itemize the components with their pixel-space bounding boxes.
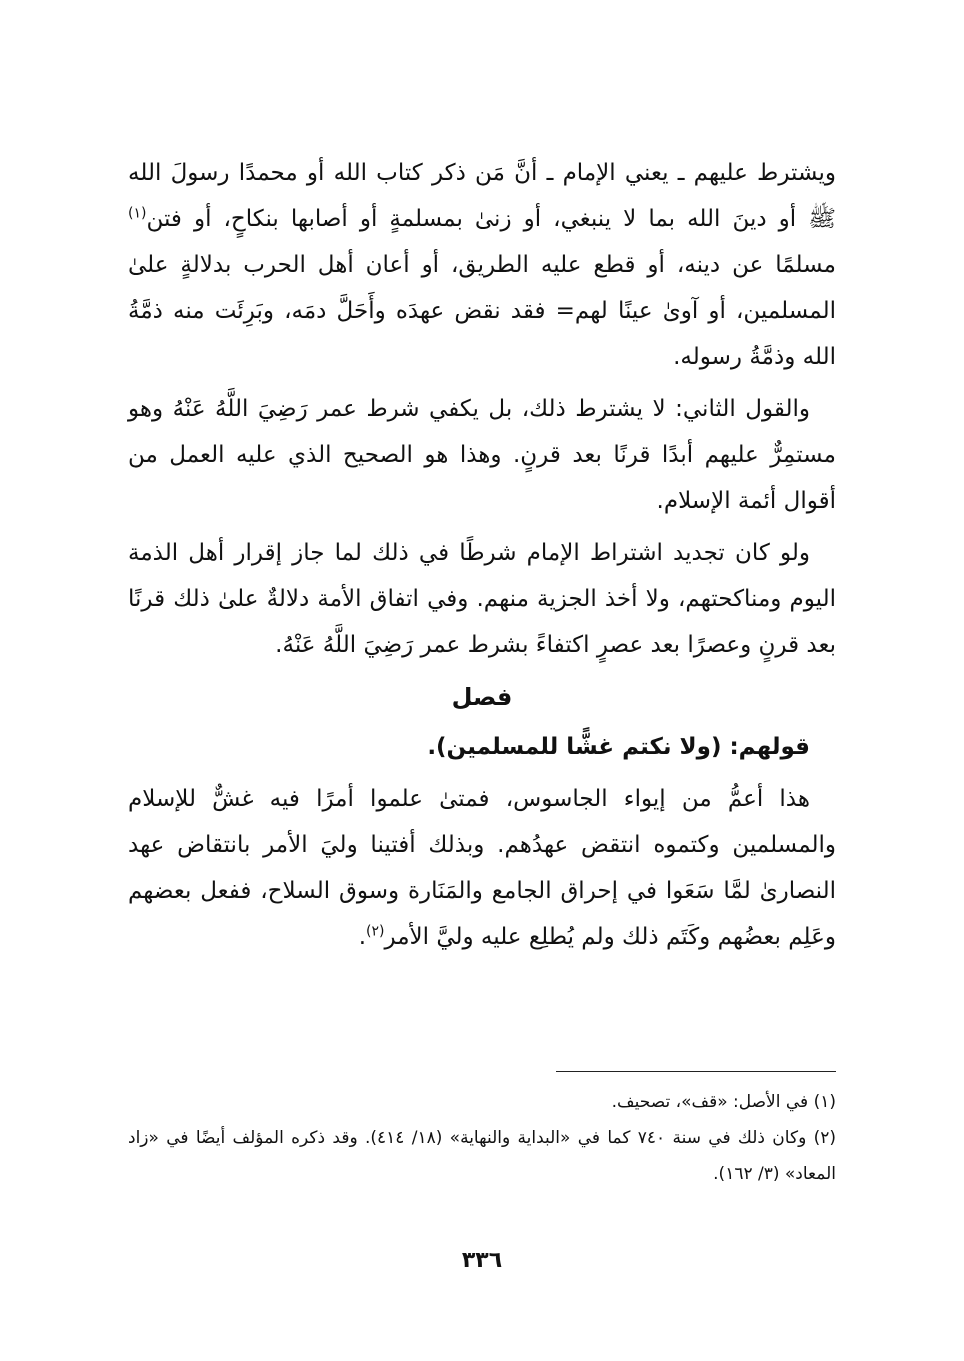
paragraph-2: والقول الثاني: لا يشترط ذلك، بل يكفي شرط عمر رَضِيَ اللَّهُ عَنْهُ وهو مستمِرٌّ عليهم أبدًا قرنًا بعد قرنٍ. وهذا هو الصحيح الذي عليه العمل من أقوال أئمة الإسلام. (128, 396, 836, 514)
paragraph-1-continuation: مسلمًا عن دينه، أو قطع عليه الطريق، أو أعان أهل الحرب بدلالةٍ علىٰ المسلمين، أو آوىٰ عينًا لهم= فقد نقض عهدَه وأَحَلَّ دمَه، وبَرِئَت منه ذمَّةُ الله وذمَّةُ رسوله. (128, 252, 836, 370)
paragraph-4 (128, 776, 836, 960)
quote-heading: قولهم: (ولا نكتم غشًّا للمسلمين). (427, 734, 810, 760)
section-heading: فصل (451, 683, 513, 711)
footnote-divider (556, 1071, 836, 1072)
footnote-ref-1[interactable]: (١) (128, 205, 147, 222)
paragraph-1 (128, 150, 836, 380)
paragraph-1-text: ويشترط عليهم ـ يعني الإمام ـ أنَّ مَن ذكر كتاب الله أو محمدًا رسولَ الله ﷺ أو دينَ الله بما لا ينبغي، أو زنىٰ بمسلمةٍ أو أصابها بنكاحٍ، أو فتن (128, 160, 836, 232)
paragraph-4-end: . (358, 924, 367, 950)
paragraph-4-text: هذا أعمُّ من إيواء الجاسوس، فمتىٰ علموا أمرًا فيه غشٌّ للإسلام والمسلمين وكتموه انتقض عهدُهم. وبذلك أفتينا وليَ الأمر بانتقاض عهد النصارىٰ لمَّا سَعَوا في إحراق الجامع والمَنَارة وسوق السلاح، ففعل بعضهم وعَلِم بعضُهم وكَتَم ذلك ولم يُطلِع عليه وليَّ الأمر (128, 786, 836, 950)
footnote-1: (١) في الأصل: «قف»، تصحيف. (611, 1092, 836, 1112)
paragraph-3: ولو كان تجديد اشتراط الإمام شرطًا في ذلك لما جاز إقرار أهل الذمة اليوم ومناكحتهم، ولا أخذ الجزية منهم. وفي اتفاق الأمة دلالةٌ علىٰ ذلك قرنًا بعد قرنٍ وعصرًا بعد عصرٍ اكتفاءً بشرط عمر رَضِيَ اللَّهُ عَنْهُ. (128, 540, 836, 658)
page-number: ٣٣٦ (461, 1248, 503, 1273)
page-body (128, 150, 836, 966)
footnote-ref-2[interactable]: (٢) (366, 923, 385, 940)
footnotes (128, 1084, 836, 1192)
footnote-2: (٢) وكان ذلك في سنة ٧٤٠ كما في «البداية والنهاية» (١٨/ ٤١٤). وقد ذكره المؤلف أيضًا في «زاد المعاد» (٣/ ١٦٢). (128, 1128, 837, 1184)
